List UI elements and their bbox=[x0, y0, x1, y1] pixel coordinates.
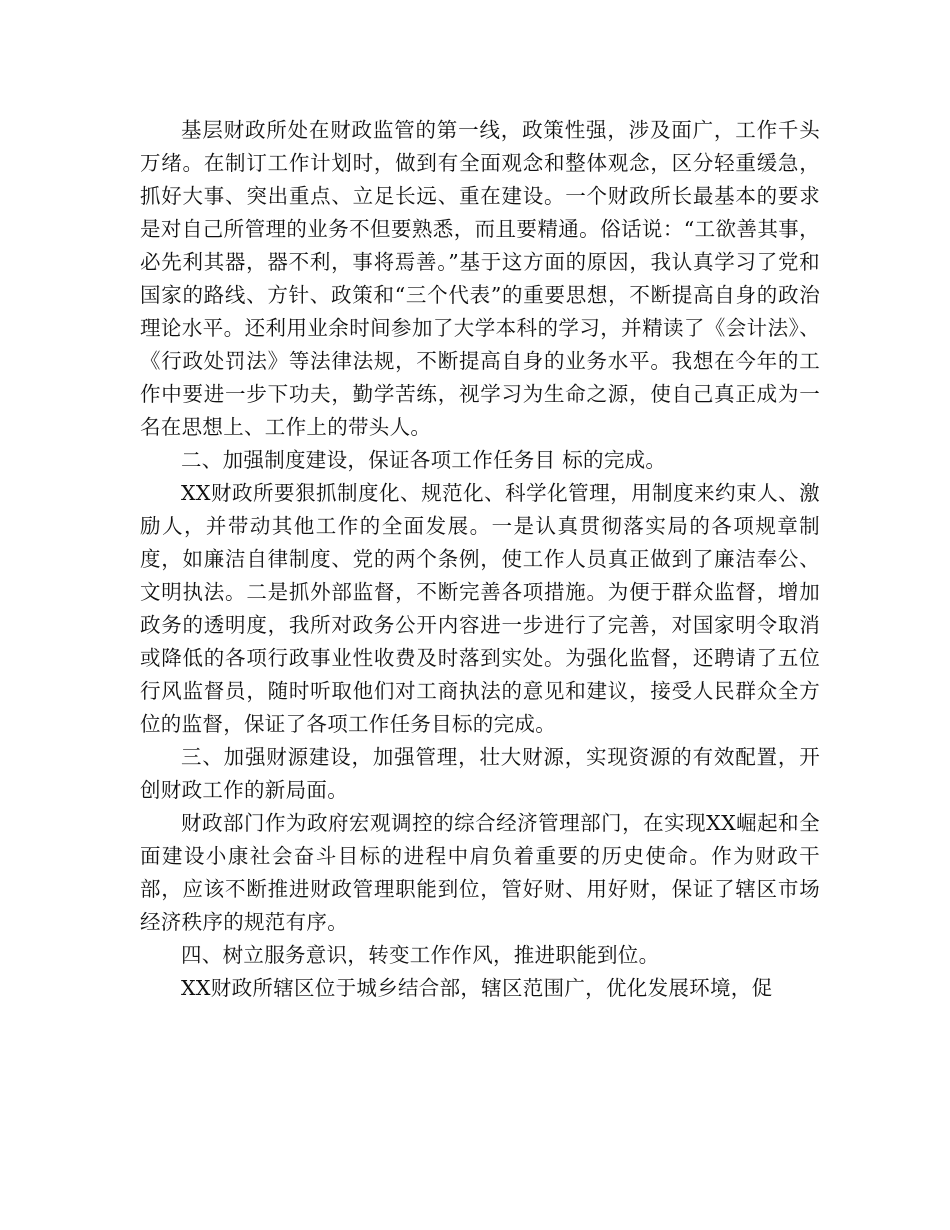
paragraph-system-building: XX财政所要狠抓制度化、规范化、科学化管理，用制度来约束人、激励人，并带动其他工作的全面发展。一是认真贯彻落实局的各项规章制度，如廉洁自律制度、党的两个条例，使工作人员真正做到了廉洁奉公、文明执法。二是抓外部监督，不断完善各项措施。为便于群众监督，增加政务的透明度，我所对政务公开内容进一步进行了完善，对国家明令取消或降低的各项行政事业性收费及时落到实处。为强化监督，还聘请了五位行风监督员，随时听取他们对工商执法的意见和建议，接受人民群众全方位的监督，保证了各项工作任务目标的完成。 bbox=[140, 481, 820, 736]
document-body bbox=[140, 114, 820, 1005]
section-heading-4: 四、树立服务意识，转变工作作风，推进职能到位。 bbox=[181, 943, 660, 967]
paragraph-study: 基层财政所处在财政监管的第一线，政策性强，涉及面广，工作千头万绪。在制订工作计划时，做到有全面观念和整体观念，区分轻重缓急，抓好大事、突出重点、立足长远、重在建设。一个财政所长最基本的要求是对自己所管理的业务不但要熟悉，而且要精通。俗话说：“工欲善其事，必先利其器，器不利，事将焉善。”基于这方面的原因，我认真学习了党和国家的路线、方针、政策和“三个代表”的重要思想，不断提高自身的政治理论水平。还利用业余时间参加了大学本科的学习，并精读了《会计法》、《行政处罚法》等法律法规，不断提高自身的业务水平。我想在今年的工作中要进一步下功夫，勤学苦练，视学习为生命之源，使自己真正成为一名在思想上、工作上的带头人。 bbox=[140, 118, 820, 439]
paragraph-finance-department: 财政部门作为政府宏观调控的综合经济管理部门，在实现XX崛起和全面建设小康社会奋斗目标的进程中肩负着重要的历史使命。作为财政干部，应该不断推进财政管理职能到位，管好财、用好财，保证了辖区市场经济秩序的规范有序。 bbox=[140, 811, 820, 934]
section-heading-3: 三、加强财源建设，加强管理，壮大财源，实现资源的有效配置，开创财政工作的新局面。 bbox=[140, 745, 820, 802]
section-heading-2: 二、加强制度建设，保证各项工作任务目 标的完成。 bbox=[181, 448, 667, 472]
paragraph-service-awareness: XX财政所辖区位于城乡结合部，辖区范围广，优化发展环境，促 bbox=[181, 976, 773, 1000]
